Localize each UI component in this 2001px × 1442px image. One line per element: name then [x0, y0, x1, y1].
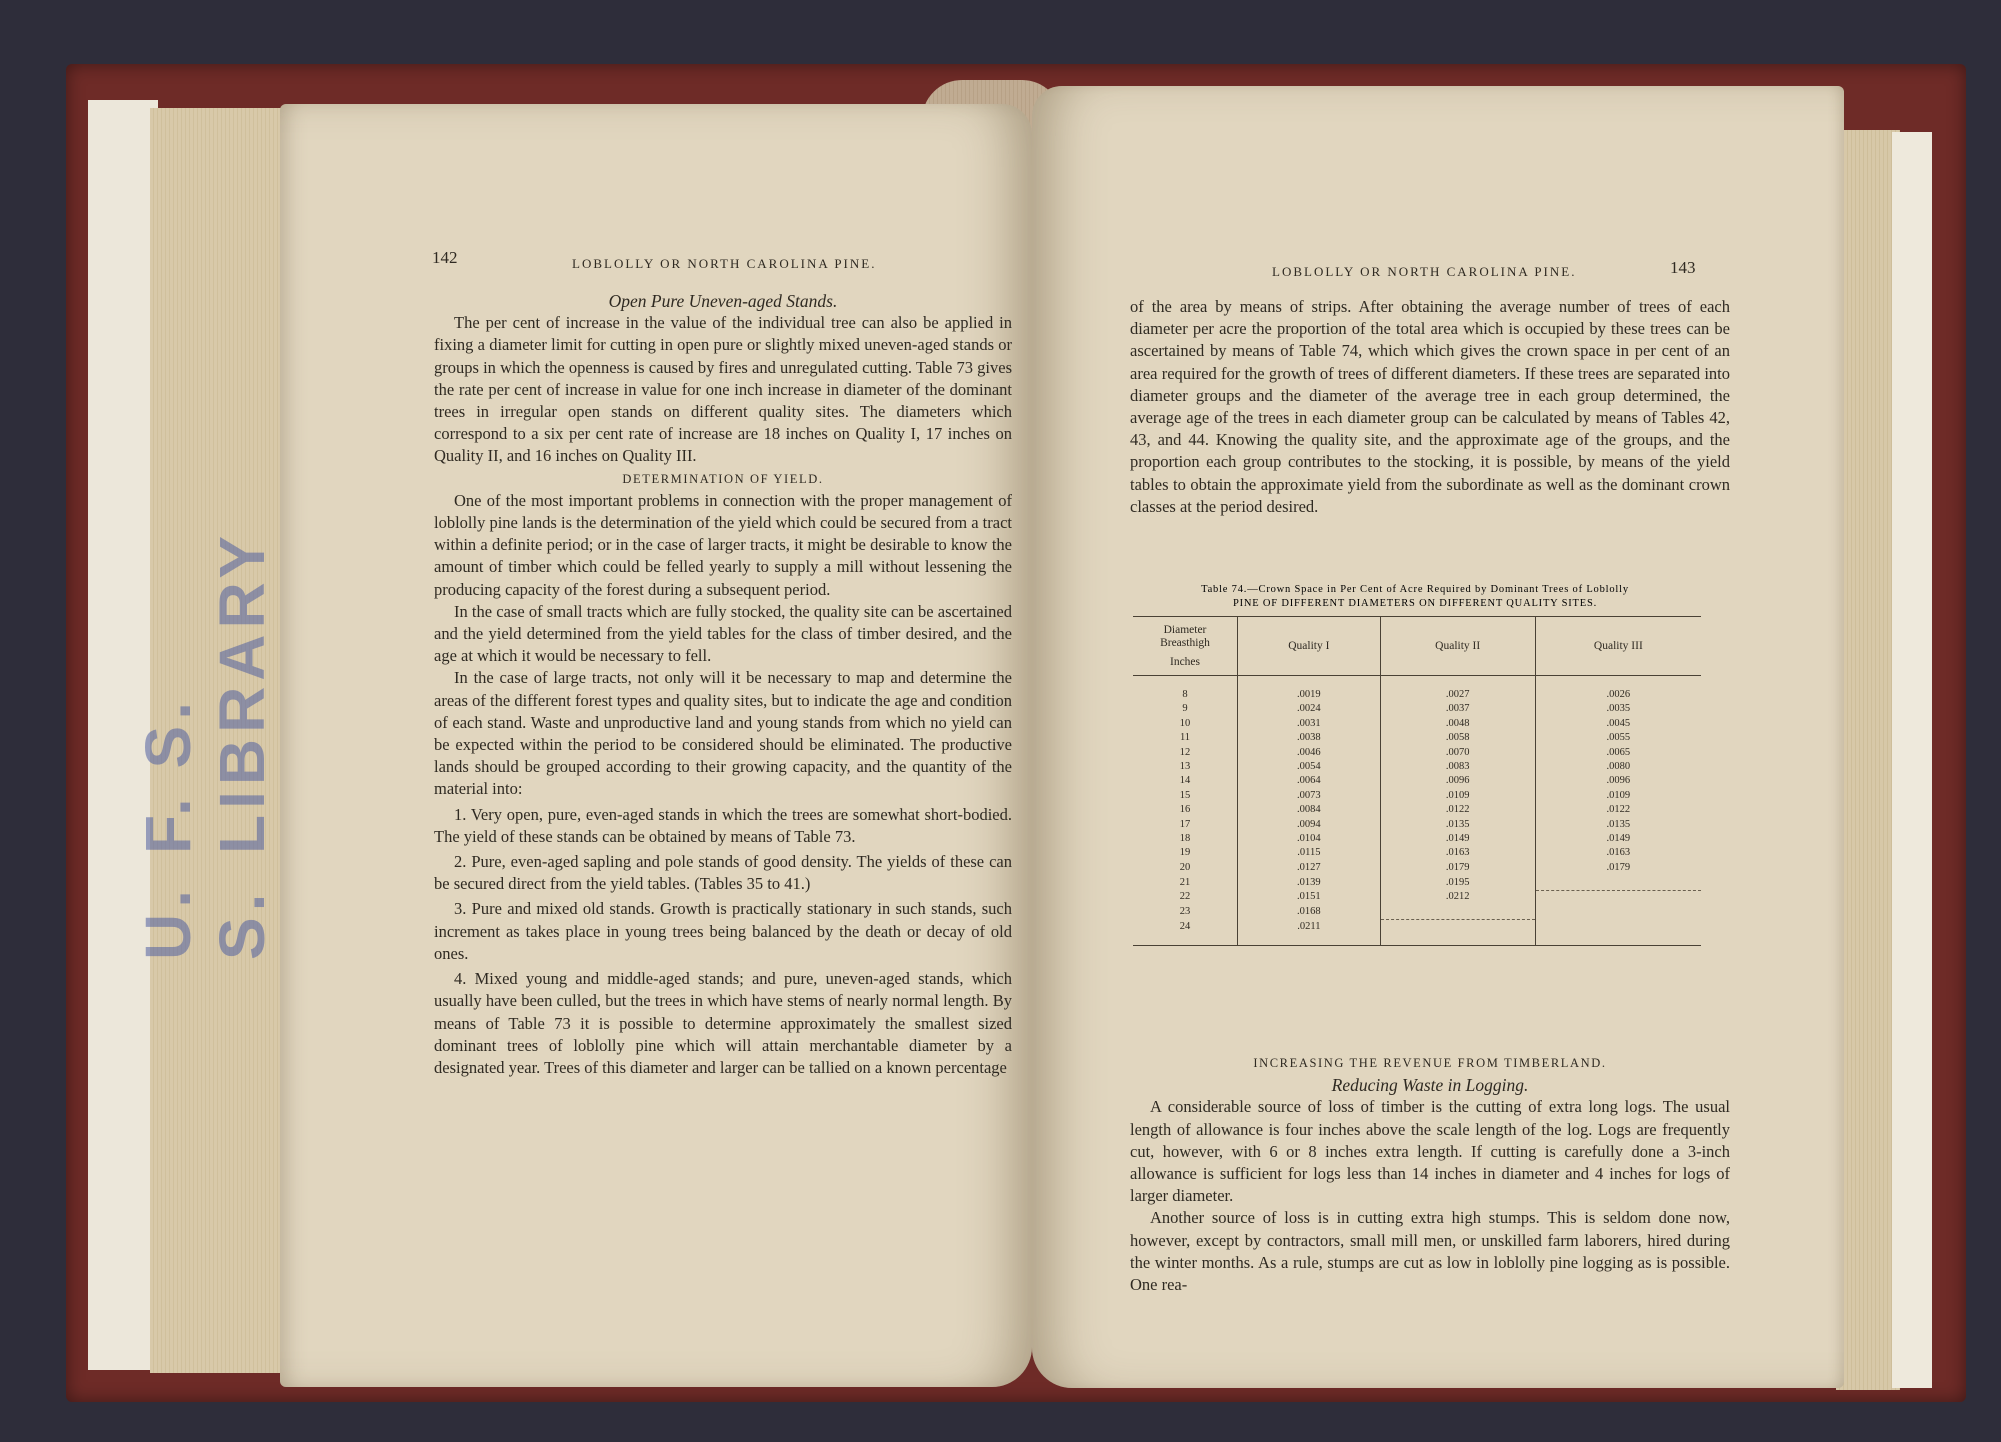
- table-cell-q1: .0019: [1238, 676, 1381, 703]
- table-cell-q1: .0168: [1238, 905, 1381, 920]
- table-cell-q3: .0096: [1535, 774, 1701, 788]
- table-row: [1133, 905, 1701, 920]
- table-cell-q2: .0135: [1380, 818, 1535, 832]
- stamp-line-2: F. S. LIBRARY: [132, 530, 278, 855]
- table-cell-q3: .0135: [1535, 818, 1701, 832]
- table-cell-d: 12: [1179, 746, 1191, 758]
- list-item: 3. Pure and mixed old stands. Growth is practically stationary in such stands, such increment as takes place in young trees being balanced by the death or decay of old ones.: [434, 899, 1012, 963]
- paragraph: One of the most important problems in connection with the proper management of loblolly pine lands is the determination of the yield which could be secured from a tract within a definite period; or in the case of larger tracts, it might be desirable to know the amount of timber which could be felled yearly to supply a mill without lessening the producing capacity of the forest during a subsequent period.: [434, 490, 1012, 599]
- table-cell-q3: [1535, 920, 1701, 945]
- table-cell-q2: .0109: [1380, 789, 1535, 803]
- table-row: [1133, 818, 1701, 832]
- table-row: [1133, 717, 1701, 731]
- table-row: [1133, 803, 1701, 817]
- header-diameter-line-3: Inches: [1169, 655, 1200, 668]
- header-diameter: [1133, 617, 1238, 676]
- table-cell-d: 24: [1179, 921, 1191, 933]
- table-row: [1133, 731, 1701, 745]
- table-cell-d: 8: [1182, 689, 1188, 700]
- stamp-line-1: U. S.: [132, 884, 278, 960]
- paragraph: In the case of small tracts which are fully stocked, the quality site can be ascertained and the yield determined from the yield tables for the class of timber desired, and the age at which it would be necessary to fell.: [434, 601, 1012, 666]
- list-item: 2. Pure, even-aged sapling and pole stands of good density. The yields of these can be secured direct from the yield tables. (Tables 35 to 41.): [434, 852, 1012, 894]
- running-head: LOBLOLLY OR NORTH CAROLINA PINE.: [572, 256, 877, 271]
- table-cell-d: 9: [1182, 703, 1188, 715]
- table-row: [1133, 832, 1701, 846]
- header-diameter-line-2: Breasthigh: [1160, 636, 1210, 649]
- left-page-body: [434, 290, 1012, 1079]
- paragraph: In the case of large tracts, not only will it be necessary to map and determine the areas of the different forest types and quality sites, but to indicate the age and condition of each stand. Waste and unproductive land and young stands from which no yield can be expected within the period to be considered should be eliminated. The productive lands should be grouped according to their growing capacity, and the quantity of the material into:: [434, 668, 1012, 799]
- subheading: INCREASING THE REVENUE FROM TIMBERLAND.: [1253, 1056, 1607, 1070]
- table-cell-d: 19: [1179, 847, 1191, 859]
- paragraph: of the area by means of strips. After obtaining the average number of trees of each diameter per acre the proportion of the total area which is occupied by these trees can be ascertained by means of Table 74, which which gives the crown space in per cent of an area required for the growth of trees of different diameters. If these trees are separated into diameter groups and the diameter of the average tree in each group determined, the average age of the trees in each diameter group can be calculated by means of Tables 42, 43, and 44. Knowing the quality site, and the approximate age of the groups, and the proportion each group contributes to the stocking, it is possible, by means of the yield tables to obtain the approximate yield from the subordinate as well as the dominant crown classes at the period desired.: [1130, 297, 1730, 516]
- right-page-bottom-text: [1130, 1052, 1730, 1296]
- table-cell-q1: .0038: [1238, 731, 1381, 745]
- table-cell-q3: .0035: [1535, 702, 1701, 716]
- page-number: 143: [1670, 258, 1696, 277]
- table-cell-q2: .0212: [1380, 890, 1535, 905]
- left-page: [280, 104, 1032, 1387]
- right-page-top-text: [1130, 296, 1730, 518]
- running-head: LOBLOLLY OR NORTH CAROLINA PINE.: [1272, 264, 1577, 279]
- table-cell-q1: .0139: [1238, 875, 1381, 890]
- table-cell-q3: [1535, 890, 1701, 905]
- section-title: Open Pure Uneven-aged Stands.: [608, 291, 838, 311]
- table-cell-q1: .0064: [1238, 774, 1381, 788]
- table-cell-q1: .0151: [1238, 890, 1381, 905]
- table-cell-q2: .0027: [1380, 676, 1535, 703]
- table-caption: [1130, 583, 1700, 611]
- table-caption-line-1: Table 74.—Crown Space in Per Cent of Acre Required by Dominant Trees of Loblolly: [1201, 584, 1629, 595]
- table-row: [1133, 846, 1701, 860]
- section-title: Reducing Waste in Logging.: [1331, 1075, 1529, 1096]
- table-cell-q1: .0054: [1238, 760, 1381, 774]
- table-cell-d: 23: [1179, 906, 1191, 918]
- table-cell-q1: .0084: [1238, 803, 1381, 817]
- paragraph: Another source of loss is in cutting extra high stumps. This is seldom done now, however, except by contractors, small mill men, or unskilled farm laborers, hired during the winter months. As a rule, stumps are cut as low in loblolly pine logging as is possible. One rea-: [1130, 1208, 1730, 1295]
- table-cell-d: 16: [1179, 804, 1191, 816]
- list-item: 4. Mixed young and middle-aged stands; and pure, uneven-aged stands, which usually have been culled, but the trees in which have stems of nearly normal length. By means of Table 73 it is possible to determine approximately the smallest sized dominant trees of loblolly pine which will attain merchantable diameter by a designated year. Trees of this diameter and larger can be tallied on a known percentage: [434, 969, 1012, 1077]
- table-cell-q3: .0026: [1535, 676, 1701, 703]
- page-number: 142: [432, 248, 458, 267]
- table-caption-line-2: PINE OF DIFFERENT DIAMETERS ON DIFFERENT QUALITY SITES.: [1232, 598, 1598, 609]
- table-header-row: [1133, 617, 1701, 676]
- table-cell-q3: .0080: [1535, 760, 1701, 774]
- table-row: [1133, 702, 1701, 716]
- table-row: [1133, 774, 1701, 788]
- table-cell-q3: .0179: [1535, 861, 1701, 875]
- table-row: [1133, 746, 1701, 760]
- table-cell-q3: .0122: [1535, 803, 1701, 817]
- table-cell-q2: .0149: [1380, 832, 1535, 846]
- header-diameter-line-1: Diameter: [1163, 623, 1207, 636]
- header-quality-1: Quality I: [1238, 617, 1381, 676]
- table-row: [1133, 890, 1701, 905]
- table-cell-q3: .0055: [1535, 731, 1701, 745]
- table-cell-q2: .0096: [1380, 774, 1535, 788]
- crown-space-table: [1133, 616, 1701, 946]
- paragraph: The per cent of increase in the value of the individual tree can also be applied in fixing a diameter limit for cutting in open pure or slightly mixed uneven-aged stands or groups in which the openness is caused by fires and unregulated cutting. Table 73 gives the rate per cent of increase in value for one inch increase in diameter of the dominant trees in irregular open stands on different quality sites. The diameters which correspond to a six per cent rate of increase are 18 inches on Quality I, 17 inches on Quality II, and 16 inches on Quality III.: [434, 313, 1012, 466]
- subheading: DETERMINATION OF YIELD.: [622, 471, 824, 486]
- table-cell-q3: .0149: [1535, 832, 1701, 846]
- table-cell-q1: .0073: [1238, 789, 1381, 803]
- list-item: 1. Very open, pure, even-aged stands in which the trees are somewhat short-bodied. The yield of these stands can be obtained by means of Table 73.: [434, 804, 1012, 846]
- table-cell-q1: .0046: [1238, 746, 1381, 760]
- page-edges-right: [1836, 130, 1900, 1390]
- table-cell-q3: .0109: [1535, 789, 1701, 803]
- cover-board-right: [1892, 132, 1932, 1388]
- table-row: [1133, 789, 1701, 803]
- header-quality-2: Quality II: [1380, 617, 1535, 676]
- table-cell-d: 15: [1179, 789, 1191, 801]
- paragraph: A considerable source of loss of timber is the cutting of extra long logs. The usual length of allowance is four inches above the scale length of the log. Logs are frequently cut, however, with 6 or 8 inches extra length. If cutting is carefully done a 3-inch allowance is sufficient for logs less than 14 inches in diameter and 4 inches for logs of larger diameter.: [1130, 1097, 1730, 1206]
- table-cell-q1: .0104: [1238, 832, 1381, 846]
- table-cell-q3: .0045: [1535, 717, 1701, 731]
- table-cell-q2: .0195: [1380, 875, 1535, 890]
- table-cell-q2: .0122: [1380, 803, 1535, 817]
- table-cell-q1: .0127: [1238, 861, 1381, 875]
- table-cell-d: 22: [1179, 891, 1191, 903]
- table-cell-q2: .0058: [1380, 731, 1535, 745]
- table-cell-q2: .0083: [1380, 760, 1535, 774]
- table-cell-q1: .0094: [1238, 818, 1381, 832]
- table-cell-q2: [1380, 920, 1535, 945]
- library-stamp: [132, 530, 278, 960]
- table-cell-q2: [1380, 905, 1535, 920]
- table-cell-q1: .0031: [1238, 717, 1381, 731]
- table-cell-q1: .0024: [1238, 702, 1381, 716]
- table-cell-q3: .0163: [1535, 846, 1701, 860]
- table-cell-q3: .0065: [1535, 746, 1701, 760]
- table-cell-d: 11: [1179, 732, 1191, 744]
- table-cell-q3: [1535, 875, 1701, 890]
- header-quality-3: Quality III: [1535, 617, 1701, 676]
- table-cell-d: 21: [1179, 876, 1191, 888]
- table-cell-q2: .0048: [1380, 717, 1535, 731]
- table-cell-d: 17: [1179, 818, 1191, 830]
- table-cell-d: 14: [1179, 775, 1191, 787]
- table-cell-q2: .0037: [1380, 702, 1535, 716]
- table-row: [1133, 676, 1701, 703]
- table-cell-q1: .0115: [1238, 846, 1381, 860]
- table-row: [1133, 920, 1701, 945]
- table-cell-d: 20: [1179, 861, 1191, 873]
- table-cell-q3: [1535, 905, 1701, 920]
- table-cell-d: 13: [1179, 761, 1191, 773]
- table-cell-q2: .0179: [1380, 861, 1535, 875]
- table-cell-q2: .0163: [1380, 846, 1535, 860]
- table-row: [1133, 875, 1701, 890]
- table-cell-d: 10: [1179, 717, 1191, 729]
- table-cell-q1: .0211: [1238, 920, 1381, 945]
- table-cell-q2: .0070: [1380, 746, 1535, 760]
- table-row: [1133, 760, 1701, 774]
- table-cell-d: 18: [1179, 833, 1191, 845]
- table-row: [1133, 861, 1701, 875]
- table-body: [1133, 676, 1701, 946]
